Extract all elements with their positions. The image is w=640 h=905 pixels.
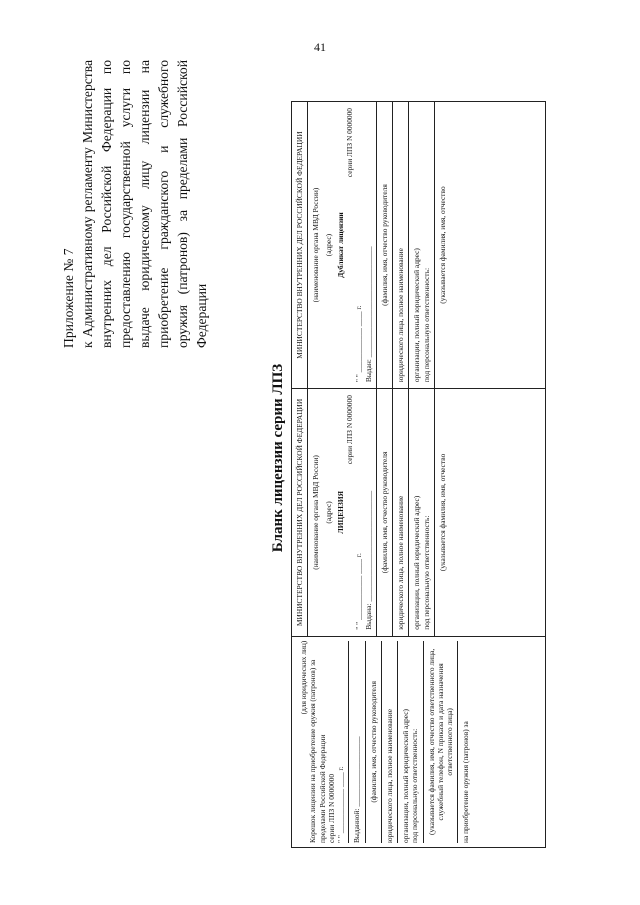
duplicate-doc: Дубликат лицензии	[335, 212, 345, 278]
duplicate-address: (адрес)	[323, 233, 333, 257]
appendix-text: к Административному регламенту Министерства внутренних дел Российской Федерации по предоставлению государственной услуги по выдаче юридическому лицу лицензии на приобретение гражданского и служебного оружия (патронов) за пределами Российской Федерации	[80, 60, 209, 348]
license-column	[292, 388, 545, 636]
appendix-block	[59, 60, 211, 348]
license-org-addr: организации, полный юридический адрес)	[412, 495, 422, 630]
license-address: (адрес)	[323, 501, 333, 524]
duplicate-org-addr: организации, полный юридический адрес)	[412, 248, 422, 383]
duplicate-fio-head: (фамилия, имя, отчество руководителя	[377, 102, 393, 388]
stub-personal: под персональную ответственность:	[410, 728, 420, 843]
stub-issued: Выданной: ___________________	[349, 641, 365, 843]
license-resp-fio: (указывается фамилия, имя, отчество	[437, 453, 447, 572]
duplicate-series: серии ЛПЗ N 0000000	[345, 108, 354, 178]
duplicate-column	[292, 102, 545, 388]
license-series: серии ЛПЗ N 0000000	[345, 395, 354, 465]
stub-header: Корешок лицензии на приобретение оружия (патронов) за пределами Российской Федерации	[308, 659, 327, 843]
duplicate-resp-fio: (указывается фамилия, имя, отчество	[437, 186, 447, 304]
license-doc: ЛИЦЕНЗИЯ	[335, 491, 345, 534]
duplicate-date: " " ____________ ____ г.	[354, 305, 364, 383]
blank-title: Бланк лицензии серии ЛПЗ	[270, 363, 286, 553]
duplicate-personal: под персональную ответственность:	[421, 267, 431, 383]
license-personal: под персональную ответственность:	[421, 515, 431, 630]
license-date: " " ____________ ____ г.	[354, 553, 364, 630]
stub-series: серии ЛПЗ N 0000000	[326, 773, 336, 843]
duplicate-ministry: МИНИСТЕРСТВО ВНУТРЕННИХ ДЕЛ РОССИЙСКОЙ ФЕДЕРАЦИИ	[295, 131, 304, 359]
license-fio-head: (фамилия, имя, отчество руководителя	[377, 389, 393, 636]
stub-date: " " ____________ ____ г.	[336, 766, 345, 843]
license-org-name: юридического лица, полное наименование	[393, 389, 409, 636]
stub-purchase: на приобретение оружия (патронов) за	[461, 721, 471, 843]
license-issued: Выдана: ______________________________	[363, 490, 373, 630]
stub-org-name: юридического лица, полное наименование	[382, 641, 398, 843]
duplicate-organ: (наименование органа МВД России)	[311, 187, 321, 303]
rotated-page-content	[55, 58, 555, 858]
license-organ: (наименование органа МВД России)	[311, 455, 321, 570]
stub-resp-fio: (указывается фамилия, имя, отчество ответственного лица, служебный телефон, N приказа и дата назначения ответственного лица)	[424, 641, 459, 843]
stub-column	[292, 636, 545, 847]
stub-header-note: (для юридических лиц)	[299, 640, 308, 715]
stub-fio-head: (фамилия, имя, отчество руководителя	[366, 641, 382, 843]
license-ministry: МИНИСТЕРСТВО ВНУТРЕННИХ ДЕЛ РОССИЙСКОЙ ФЕДЕРАЦИИ	[295, 398, 304, 627]
duplicate-issued: Выдан: ______________________________	[363, 246, 373, 383]
appendix-title: Приложение № 7	[61, 248, 76, 348]
stub-org-addr: организации, полный юридический адрес)	[401, 709, 410, 843]
duplicate-org-name: юридического лица, полное наименование	[393, 102, 409, 388]
license-form-table	[291, 101, 546, 848]
page-number: 41	[314, 40, 326, 54]
